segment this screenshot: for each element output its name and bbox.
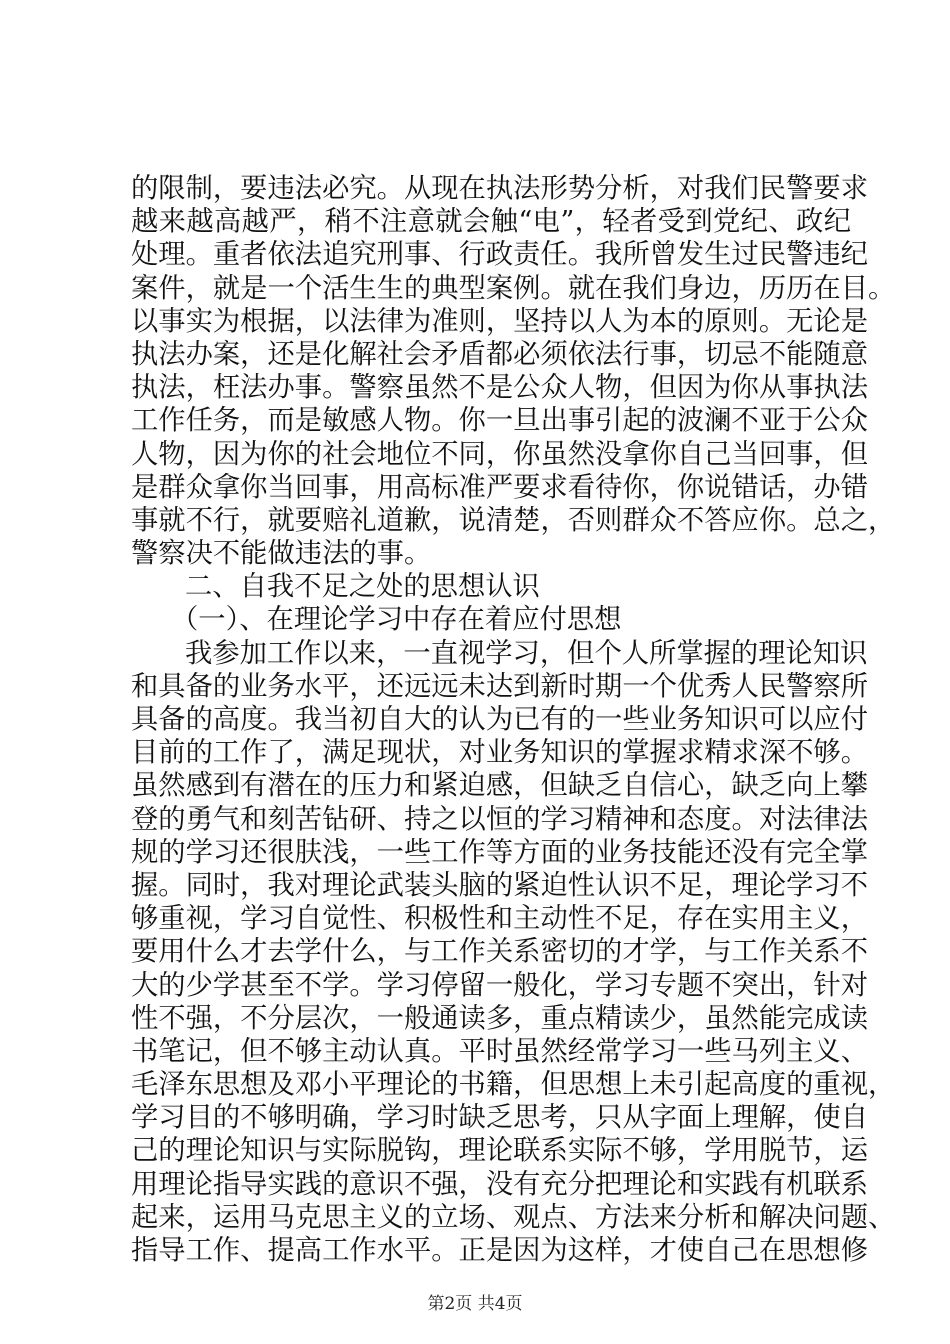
- text-line: 事就不行，就要赔礼道歉，说清楚，否则群众不答应你。总之，: [131, 504, 896, 536]
- text-line: 用理论指导实践的意识不强，没有充分把理论和实践有机联系: [131, 1168, 869, 1200]
- text-line: 性不强，不分层次，一般通读多，重点精读少，虽然能完成读: [131, 1002, 869, 1034]
- text-line: 工作任务，而是敏感人物。你一旦出事引起的波澜不亚于公众: [131, 405, 869, 437]
- text-line: 执法办案，还是化解社会矛盾都必须依法行事，切忌不能随意: [131, 338, 869, 370]
- text-line: 执法，枉法办事。警察虽然不是公众人物，但因为你从事执法: [131, 372, 869, 404]
- text-line: 学习目的不够明确，学习时缺乏思考，只从字面上理解，使自: [131, 1102, 869, 1134]
- text-line: 握。同时，我对理论武装头脑的紧迫性认识不足，理论学习不: [131, 869, 869, 901]
- text-line: 是群众拿你当回事，用高标准严要求看待你，你说错话，办错: [131, 471, 869, 503]
- body-text: [131, 172, 896, 1267]
- section-heading: 二、自我不足之处的思想认识: [185, 571, 540, 603]
- text-line: 要用什么才去学什么，与工作关系密切的才学，与工作关系不: [131, 936, 869, 968]
- text-line: 的限制，要违法必究。从现在执法形势分析，对我们民警要求: [131, 173, 869, 204]
- page-number-footer: 第2页 共4页: [427, 1294, 523, 1314]
- text-line: 登的勇气和刻苦钻研、持之以恒的学习精神和态度。对法律法: [131, 803, 869, 835]
- text-line: 起来，运用马克思主义的立场、观点、方法来分析和解决问题、: [131, 1201, 896, 1233]
- text-line: 我参加工作以来，一直视学习，但个人所掌握的理论知识: [185, 637, 868, 669]
- text-line: 以事实为根据，以法律为准则，坚持以人为本的原则。无论是: [131, 305, 869, 337]
- text-line: 具备的高度。我当初自大的认为已有的一些业务知识可以应付: [131, 704, 869, 735]
- text-line: 案件，就是一个活生生的典型案例。就在我们身边，历历在目。: [131, 272, 896, 304]
- text-line: 规的学习还很肤浅，一些工作等方面的业务技能还没有完全掌: [131, 836, 869, 868]
- text-line: 目前的工作了，满足现状，对业务知识的掌握求精求深不够。: [131, 737, 869, 769]
- text-line: 处理。重者依法追究刑事、行政责任。我所曾发生过民警违纪: [131, 239, 869, 271]
- text-line: 书笔记，但不够主动认真。平时虽然经常学习一些马列主义、: [131, 1035, 869, 1067]
- text-line: 己的理论知识与实际脱钩，理论联系实际不够，学用脱节，运: [131, 1135, 869, 1167]
- subsection-heading: （一）、在理论学习中存在着应付思想: [171, 604, 622, 636]
- text-line: 越来越高越严，稍不注意就会触“电”，轻者受到党纪、政纪: [131, 206, 851, 238]
- text-line: 大的少学甚至不学。学习停留一般化，学习专题不突出，针对: [131, 969, 869, 1001]
- text-line: 虽然感到有潜在的压力和紧迫感，但缺乏自信心，缺乏向上攀: [131, 770, 869, 802]
- text-line: 毛泽东思想及邓小平理论的书籍，但思想上未引起高度的重视，: [131, 1069, 896, 1101]
- text-line: 和具备的业务水平，还远远未达到新时期一个优秀人民警察所: [131, 670, 869, 702]
- text-line: 人物，因为你的社会地位不同，你虽然没拿你自己当回事，但: [131, 438, 869, 470]
- text-line: 警察决不能做违法的事。: [131, 538, 432, 570]
- text-line: 够重视，学习自觉性、积极性和主动性不足，存在实用主义，: [131, 903, 869, 935]
- text-line: 指导工作、提高工作水平。正是因为这样，才使自己在思想修: [131, 1235, 869, 1266]
